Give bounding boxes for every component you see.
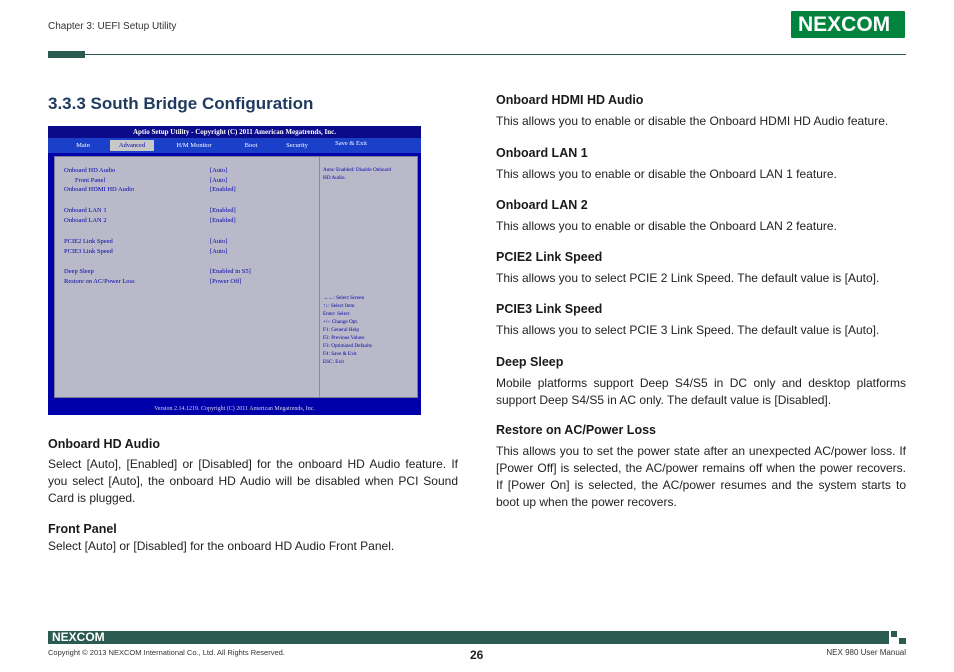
bios-row-label[interactable]: Front Panel — [75, 177, 106, 184]
bios-row-value[interactable]: [Enabled] — [210, 217, 236, 224]
bios-key-hint: ↑↓: Select Item — [323, 303, 355, 309]
bios-row-label[interactable]: PCIE3 Link Speed — [64, 248, 113, 255]
bios-key-hint: F3: Optimized Defaults — [323, 343, 372, 349]
section-body: Mobile platforms support Deep S4/S5 in DC only and desktop platforms support Deep S4/S5 in AC only. The default value is [Disabled]. — [496, 376, 906, 407]
bios-key-hint: →←: Select Screen — [323, 295, 365, 301]
bios-row-label[interactable]: Onboard LAN 2 — [64, 217, 107, 224]
bios-row-label[interactable]: Restore on AC/Power Loss — [64, 278, 135, 285]
bios-tab-hm-monitor[interactable]: H/M Monitor — [176, 142, 212, 149]
bios-key-hint: ESC: Exit — [323, 359, 344, 365]
bios-tab-main[interactable]: Main — [76, 142, 90, 149]
footer-logo-text: NEXCOM — [52, 630, 105, 644]
bios-row-label[interactable]: Onboard LAN 1 — [64, 207, 107, 214]
copyright-text: Copyright © 2013 NEXCOM International Co., Ltd. All Rights Reserved. — [48, 648, 285, 657]
bios-row-value[interactable]: [Auto] — [210, 238, 228, 245]
bios-header: Aptio Setup Utility - Copyright (C) 2011 American Megatrends, Inc. — [48, 126, 421, 138]
chapter-label: Chapter 3: UEFI Setup Utility — [48, 21, 177, 32]
section-heading: Onboard HDMI HD Audio — [496, 93, 644, 107]
bios-tab-boot[interactable]: Boot — [244, 142, 258, 149]
header-rule — [85, 54, 906, 55]
header-accent-bar — [48, 51, 85, 58]
section-body: This allows you to enable or disable the Onboard LAN 2 feature. — [496, 219, 837, 233]
bios-tab-bar — [48, 138, 421, 153]
section-body: This allows you to select PCIE 3 Link Speed. The default value is [Auto]. — [496, 323, 880, 337]
bios-footer: Version 2.14.1219. Copyright (C) 2011 American Megatrends, Inc. — [154, 406, 315, 412]
bios-tab-save-exit[interactable]: Save & Exit — [335, 140, 367, 147]
section-body: Select [Auto], [Enabled] or [Disabled] for the onboard HD Audio feature. If you select [Auto], the onboard HD Audio will be disabled when PCI Sound Card is plugged. — [48, 457, 458, 505]
section-body: This allows you to select PCIE 2 Link Speed. The default value is [Auto]. — [496, 271, 880, 285]
bios-row-label[interactable]: Deep Sleep — [64, 268, 94, 275]
section-title: 3.3.3 South Bridge Configuration — [48, 94, 314, 113]
bios-row-value[interactable]: [Enabled in S5] — [210, 268, 251, 275]
page-number: 26 — [470, 648, 484, 662]
bios-help-text: HD Audio. — [323, 175, 346, 181]
bios-key-hint: Enter: Select — [323, 311, 350, 317]
section-heading: Restore on AC/Power Loss — [496, 423, 656, 437]
section-heading: Front Panel — [48, 522, 117, 536]
nexcom-logo — [791, 11, 905, 38]
footer-square-decoration — [891, 631, 897, 637]
bios-panel-divider — [319, 157, 320, 397]
footer-square-decoration — [899, 638, 906, 644]
bios-panel — [54, 156, 418, 398]
footer-bar — [48, 631, 889, 644]
section-body: This allows you to enable or disable the Onboard LAN 1 feature. — [496, 167, 837, 181]
section-body: This allows you to set the power state after an unexpected AC/power loss. If [Power Off] is selected, the AC/power remains off when the power recovers. If [Power On] is selected, the AC/power resumes and the system starts to boot up when the power recovers. — [496, 444, 906, 509]
bios-key-hint: F1: General Help — [323, 327, 360, 333]
logo-text: NEXCOM — [798, 13, 891, 36]
bios-row-label[interactable]: Onboard HDMI HD Audio — [64, 186, 135, 193]
bios-screen — [48, 126, 421, 415]
bios-row-value[interactable]: [Power Off] — [210, 278, 242, 285]
bios-tab-security[interactable]: Security — [286, 142, 308, 149]
bios-key-hint: F4: Save & Exit — [323, 351, 357, 357]
bios-row-value[interactable]: [Auto] — [210, 167, 228, 174]
bios-help-text: Auto/ Enabled/ Disable Onboard — [323, 167, 392, 173]
section-heading: PCIE2 Link Speed — [496, 250, 603, 264]
bios-row-value[interactable]: [Auto] — [210, 177, 228, 184]
section-body: Select [Auto] or [Disabled] for the onboard HD Audio Front Panel. — [48, 539, 395, 553]
bios-row-label[interactable]: PCIE2 Link Speed — [64, 238, 113, 245]
section-heading: Onboard LAN 2 — [496, 198, 588, 212]
bios-row-label[interactable]: Onboard HD Audio — [64, 167, 116, 174]
manual-title: NEX 980 User Manual — [826, 648, 906, 657]
section-heading: Onboard LAN 1 — [496, 146, 588, 160]
bios-tab-advanced[interactable]: Advanced — [110, 140, 154, 151]
bios-row-value[interactable]: [Enabled] — [210, 207, 236, 214]
bios-row-value[interactable]: [Auto] — [210, 248, 228, 255]
section-body: This allows you to enable or disable the Onboard HDMI HD Audio feature. — [496, 114, 889, 128]
section-heading: Deep Sleep — [496, 355, 564, 369]
section-heading: PCIE3 Link Speed — [496, 302, 603, 316]
bios-row-value[interactable]: [Enabled] — [210, 186, 236, 193]
bios-key-hint: +/-: Change Opt. — [323, 319, 359, 325]
section-heading: Onboard HD Audio — [48, 437, 161, 451]
bios-key-hint: F2: Previous Values — [323, 335, 365, 341]
